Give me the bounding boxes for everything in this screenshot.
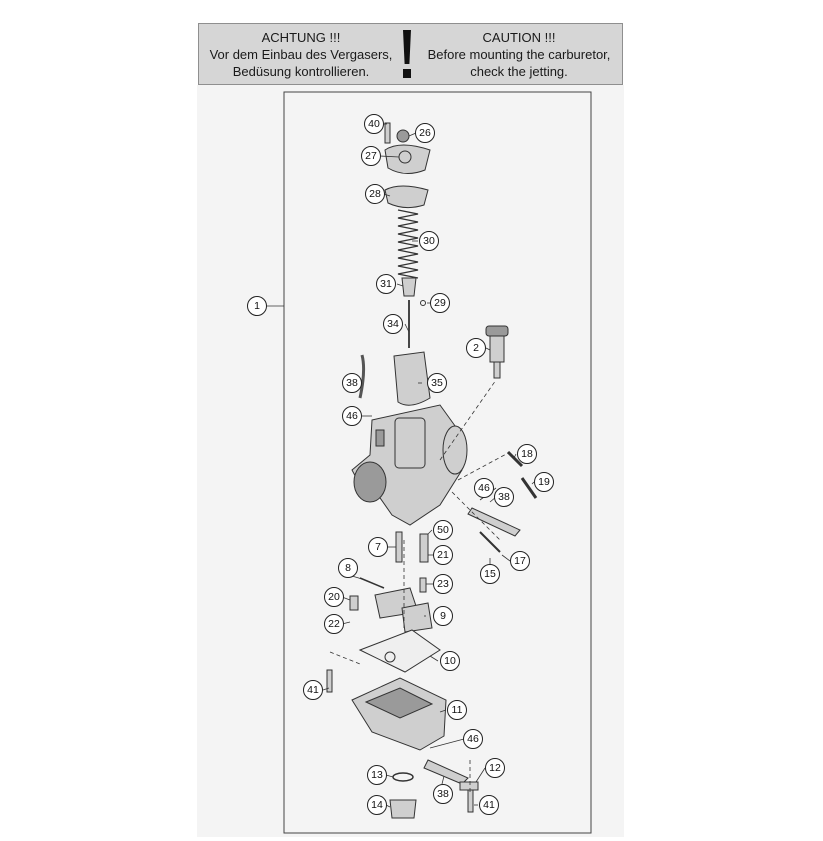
callout-label: 46 (467, 733, 479, 745)
callout-38 (495, 488, 514, 507)
vent-hose-part (468, 508, 520, 536)
callout-label: 38 (346, 377, 358, 389)
callout-46 (464, 730, 483, 749)
callout-label: 13 (371, 769, 383, 781)
callout-20 (325, 588, 344, 607)
callout-label: 40 (368, 118, 380, 130)
callout-41 (304, 681, 323, 700)
callout-label: 28 (369, 188, 381, 200)
needle-valve-part (350, 596, 358, 610)
caution-heading-german: ACHTUNG !!! (261, 30, 341, 45)
float-bowl-part (352, 678, 446, 750)
callout-40 (365, 115, 384, 134)
callout-label: 31 (380, 278, 392, 290)
callout-label: 15 (484, 568, 496, 580)
callout-34 (384, 315, 403, 334)
callout-label: 23 (437, 578, 449, 590)
callout-21 (434, 546, 453, 565)
callout-label: 9 (440, 610, 446, 622)
callout-46 (475, 479, 494, 498)
callout-31 (377, 275, 396, 294)
drain-hose-part (424, 760, 468, 784)
callout-label: 34 (387, 318, 399, 330)
callout-label: 41 (483, 799, 495, 811)
float-part (402, 603, 432, 632)
caution-line1-german: Vor dem Einbau des Vergasers, (209, 47, 393, 62)
jet-part (420, 534, 428, 562)
callout-label: 19 (538, 476, 550, 488)
callout-22 (325, 615, 344, 634)
callout-35 (428, 374, 447, 393)
callout-13 (368, 766, 387, 785)
callout-label: 50 (437, 524, 449, 536)
spring-screw-part (480, 532, 500, 552)
callout-30 (420, 232, 439, 251)
callout-2 (467, 339, 486, 358)
float-pin-part (360, 578, 384, 588)
caution-line1-english: Before mounting the carburetor, (427, 47, 611, 62)
callout-label: 35 (431, 377, 443, 389)
callout-label: 20 (328, 591, 340, 603)
callout-27 (362, 147, 381, 166)
callout-23 (434, 575, 453, 594)
caution-line2-german: Bedüsung kontrollieren. (232, 64, 370, 79)
spring-part (398, 210, 418, 278)
idle-screw-part (486, 326, 508, 378)
callout-label: 46 (346, 410, 358, 422)
callout-label: 46 (478, 482, 490, 494)
callout-label: 17 (514, 555, 526, 567)
hose-part (360, 355, 364, 398)
callout-8 (339, 559, 358, 578)
cap-boss-part (399, 151, 411, 163)
assembly-line (330, 652, 360, 664)
caution-heading-english: CAUTION !!! (482, 30, 556, 45)
callout-label: 7 (375, 541, 381, 553)
callout-10 (441, 652, 460, 671)
bracket-part (460, 782, 478, 790)
air-screw-part (522, 478, 536, 498)
screw-part (468, 790, 473, 812)
callout-label: 1 (254, 300, 260, 312)
slide-part (394, 352, 430, 405)
callout-7 (369, 538, 388, 557)
screw-part (385, 123, 390, 143)
needle-holder-part (402, 278, 416, 296)
caution-line2-english: check the jetting. (470, 64, 568, 79)
nipple-part (397, 130, 409, 142)
callout-26 (416, 124, 435, 143)
callout-50 (434, 521, 453, 540)
callout-18 (518, 445, 537, 464)
callout-15 (481, 565, 500, 584)
callout-label: 26 (419, 127, 431, 139)
jet-part (396, 532, 402, 562)
callout-label: 21 (437, 549, 449, 561)
callout-label: 38 (498, 491, 510, 503)
gasket-part (385, 186, 428, 208)
callout-label: 22 (328, 618, 340, 630)
callout-label: 14 (371, 799, 383, 811)
o-ring-part (393, 773, 413, 781)
callout-12 (486, 759, 505, 778)
jet-part (420, 578, 426, 592)
callout-label: 10 (444, 655, 456, 667)
callout-label: 12 (489, 762, 501, 774)
carburetor-body-part (352, 405, 467, 525)
callout-label: 11 (451, 704, 463, 716)
callout-11 (448, 701, 467, 720)
clip-part (421, 301, 426, 306)
bowl-gasket-part (360, 630, 440, 672)
callout-label: 18 (521, 448, 533, 460)
callout-label: 41 (307, 684, 319, 696)
callout-19 (535, 473, 554, 492)
callout-label: 30 (423, 235, 435, 247)
callout-38 (434, 785, 453, 804)
drain-plug-part (390, 800, 416, 818)
callout-41 (480, 796, 499, 815)
callout-label: 27 (365, 150, 377, 162)
callout-46 (343, 407, 362, 426)
callout-17 (511, 552, 530, 571)
callout-29 (431, 294, 450, 313)
callout-9 (434, 607, 453, 626)
callout-14 (368, 796, 387, 815)
callout-28 (366, 185, 385, 204)
callout-label: 8 (345, 562, 351, 574)
callout-38 (343, 374, 362, 393)
callout-label: 2 (473, 342, 479, 354)
callout-label: 29 (434, 297, 446, 309)
callout-label: 38 (437, 788, 449, 800)
callout-1 (248, 297, 267, 316)
